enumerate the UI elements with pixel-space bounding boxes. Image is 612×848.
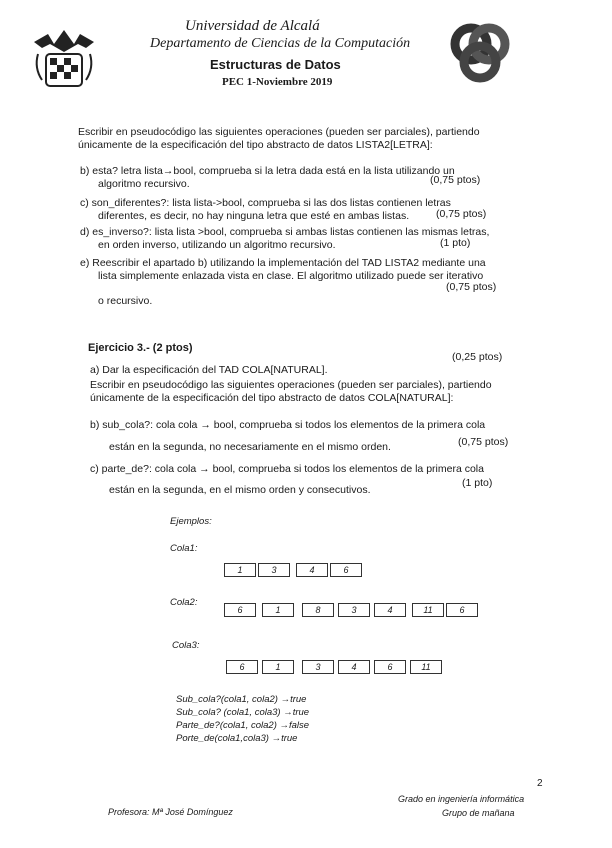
cola2-cell: 3 — [338, 603, 370, 617]
ex3-item-a: a) Dar la especificación del TAD COLA[NATURAL]. — [90, 364, 328, 376]
cola3-cell: 11 — [410, 660, 442, 674]
item-e-line3: o recursivo. — [98, 295, 153, 307]
item-c-line2: diferentes, es decir, no hay ninguna letra que esté en ambas listas. — [98, 210, 410, 222]
ex3-item-c-line2: están en la segunda, en el mismo orden y consecutivos. — [109, 484, 371, 496]
result-line: Sub_cola? (cola1, cola3) →true — [176, 707, 310, 718]
exam-date: PEC 1-Noviembre 2019 — [222, 76, 333, 88]
examples-heading: Ejemplos: — [170, 516, 212, 527]
university-name: Universidad de Alcalá — [185, 18, 320, 34]
university-crest-icon — [28, 24, 100, 101]
cola3-cell: 6 — [374, 660, 406, 674]
item-b-points: (0,75 ptos) — [430, 174, 481, 186]
cola1-cell: 1 — [224, 563, 256, 577]
part1-intro-line2: únicamente de la especificación del tipo abstracto de datos LISTA2[LETRA]: — [78, 139, 433, 151]
cola2-cell: 4 — [374, 603, 406, 617]
ex3-intro-line1: Escribir en pseudocódigo las siguientes operaciones (pueden ser parciales), partiendo — [90, 379, 492, 391]
ex3-intro-line2: únicamente de la especificación del tipo abstracto de datos COLA[NATURAL]: — [90, 392, 454, 404]
cola3-label: Cola3: — [172, 640, 200, 651]
cola1-row — [218, 563, 368, 579]
ex3-item-b-line2: están en la segunda, no necesariamente en el mismo orden. — [109, 441, 391, 453]
cola3-cell: 3 — [302, 660, 334, 674]
ex3-item-b-line1: b) sub_cola?: cola cola → bool, comprueba si todos los elementos de la primera cola — [90, 419, 486, 431]
cola3-cell: 1 — [262, 660, 294, 674]
cola2-row — [218, 603, 478, 619]
department-logo-icon — [445, 18, 515, 93]
cola2-cell: 11 — [412, 603, 444, 617]
item-c-points: (0,75 ptos) — [436, 208, 487, 220]
item-b-line2: algoritmo recursivo. — [98, 178, 190, 190]
item-d-line1: d) es_inverso?: lista lista >bool, comprueba si ambas listas contienen las mismas letras, — [80, 226, 490, 238]
cola2-cell: 8 — [302, 603, 334, 617]
item-e-line1: e) Reescribir el apartado b) utilizando la implementación del TAD LISTA2 mediante una — [80, 257, 486, 269]
exercise3-title: Ejercicio 3.- (2 ptos) — [88, 342, 193, 354]
cola1-cell: 3 — [258, 563, 290, 577]
cola2-label: Cola2: — [170, 597, 198, 608]
page-number: 2 — [537, 778, 543, 789]
item-d-points: (1 pto) — [440, 237, 471, 249]
part1-intro-line1: Escribir en pseudocódigo las siguientes operaciones (pueden ser parciales), partiendo — [78, 126, 480, 138]
group-name: Grupo de mañana — [442, 808, 515, 818]
cola1-label: Cola1: — [170, 543, 198, 554]
cola3-cell: 6 — [226, 660, 258, 674]
ex3-item-c-points: (1 pto) — [462, 477, 493, 489]
cola1-cell: 6 — [330, 563, 362, 577]
item-c-line1: c) son_diferentes?: lista lista->bool, comprueba si las dos listas contienen letras — [80, 197, 451, 209]
professor-name: Profesora: Mª José Domínguez — [108, 807, 233, 817]
cola1-cell: 4 — [296, 563, 328, 577]
department-name: Departamento de Ciencias de la Computación — [150, 36, 411, 51]
degree-name: Grado en ingeniería informática — [398, 794, 525, 804]
result-line: Porte_de(cola1,cola3) →true — [176, 733, 298, 744]
cola2-cell: 6 — [446, 603, 478, 617]
item-d-line2: en orden inverso, utilizando un algoritmo recursivo. — [98, 239, 336, 251]
cola3-cell: 4 — [338, 660, 370, 674]
ex3-item-c-line1: c) parte_de?: cola cola → bool, comprueba si todos los elementos de la primera cola — [90, 463, 484, 475]
item-b-line1: b) esta? letra lista→bool, comprueba si la letra dada está en la lista utilizando un — [80, 165, 455, 177]
item-e-line2: lista simplemente enlazada vista en clase. El algoritmo utilizado puede ser iterativo — [98, 270, 484, 282]
item-e-points: (0,75 ptos) — [446, 281, 497, 293]
cola2-cell: 6 — [224, 603, 256, 617]
result-line: Parte_de?(cola1, cola2) →false — [176, 720, 310, 731]
course-title: Estructuras de Datos — [210, 57, 341, 72]
ex3-item-b-points: (0,75 ptos) — [458, 436, 509, 448]
ex3-item-a-points: (0,25 ptos) — [452, 351, 503, 363]
cola3-row — [222, 660, 452, 676]
cola2-cell: 1 — [262, 603, 294, 617]
result-line: Sub_cola?(cola1, cola2) →true — [176, 694, 307, 705]
